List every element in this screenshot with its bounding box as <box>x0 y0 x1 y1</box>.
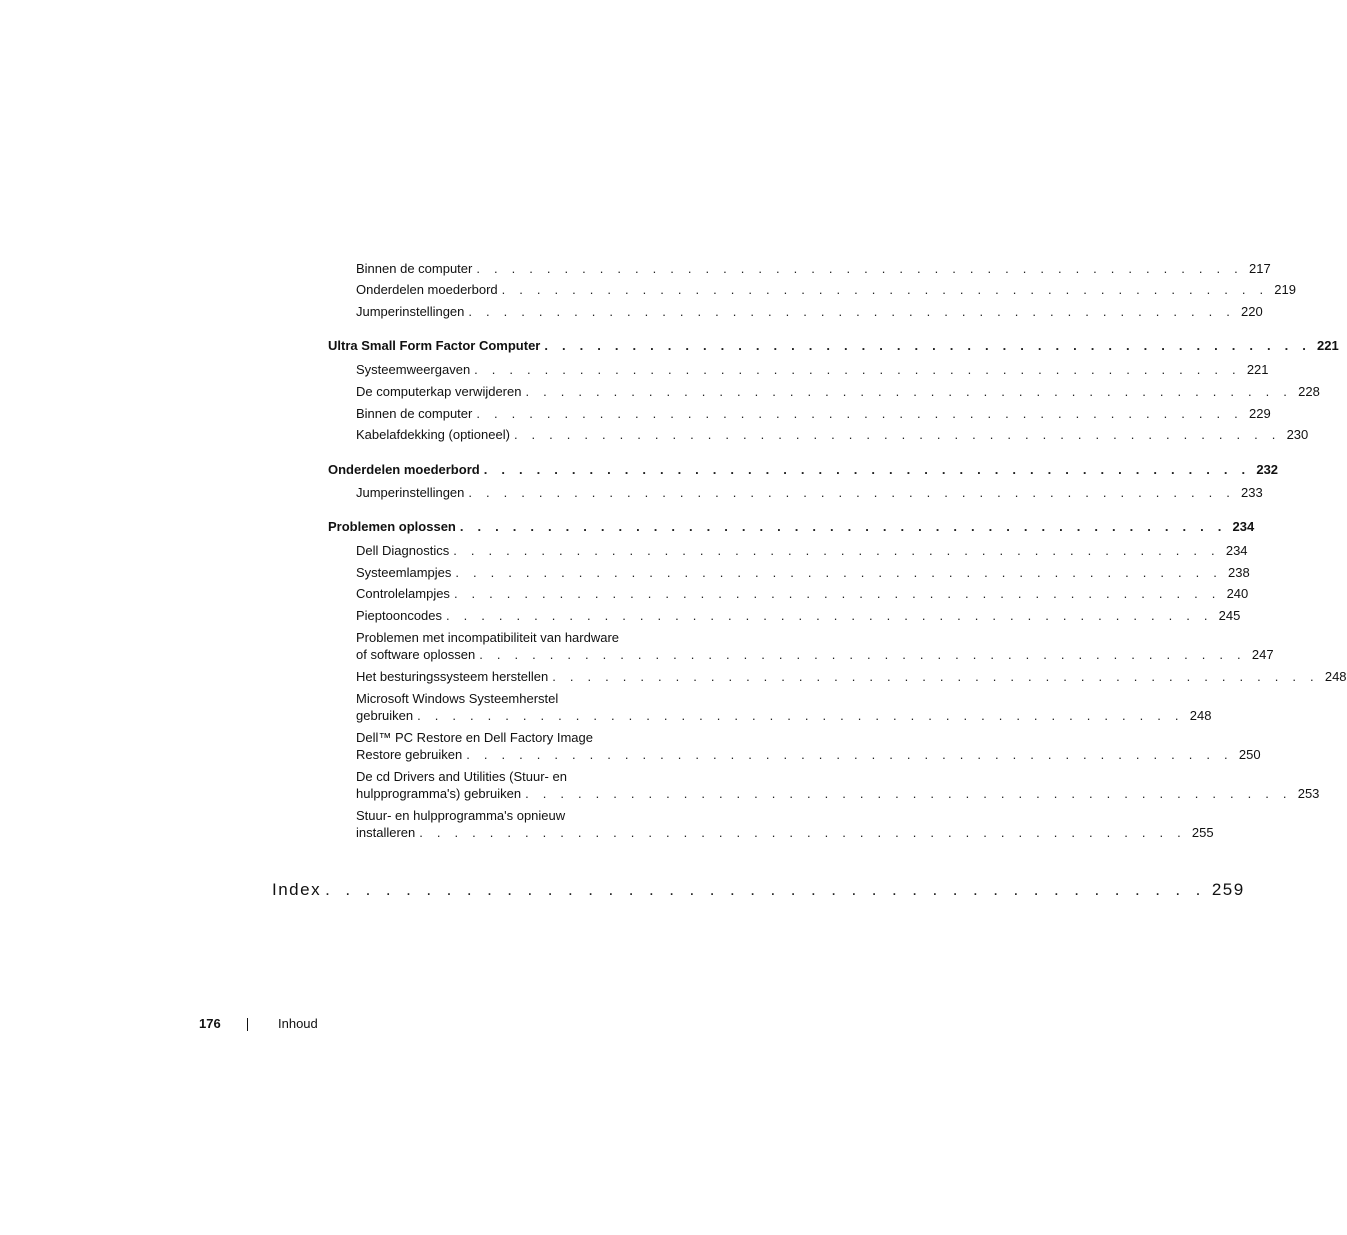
toc-entry <box>356 668 1347 685</box>
toc-entry-title-line1: De cd Drivers and Utilities (Stuur- en <box>356 769 567 784</box>
toc-entry-page: 229 <box>1249 406 1271 421</box>
toc-entry <box>356 807 1214 841</box>
toc-entry-title: De computerkap verwijderen <box>356 384 522 399</box>
toc-leader: . . . . . . . . . . . . . . . . . . . . . . . . . . . . . . . . . . . . . . . . . . . . <box>459 519 1227 534</box>
toc-entry-page: 219 <box>1274 282 1296 297</box>
toc-section-heading <box>328 518 1255 535</box>
toc-entry-title-line2: Restore gebruiken <box>356 747 463 762</box>
toc-entry-page: 220 <box>1241 304 1263 319</box>
toc-entry <box>356 303 1263 320</box>
toc-entry <box>356 405 1271 422</box>
toc-entry-page: 240 <box>1226 586 1249 601</box>
footer-section-name: Inhoud <box>278 1016 318 1031</box>
toc-entry-title-line1: Dell™ PC Restore en Dell Factory Image <box>356 730 593 745</box>
toc-entry <box>356 361 1269 378</box>
toc-entry <box>356 690 1212 724</box>
toc-leader: . . . . . . . . . . . . . . . . . . . . . . . . . . . . . . . . . . . . . . . . . . . . <box>325 880 1206 899</box>
toc-leader: . . . . . . . . . . . . . . . . . . . . . . . . . . . . . . . . . . . . . . . . . . . . <box>552 669 1319 684</box>
toc-entry <box>356 484 1263 501</box>
toc-leader: . . . . . . . . . . . . . . . . . . . . . . . . . . . . . . . . . . . . . . . . . . . . <box>544 338 1312 353</box>
toc-leader: . . . . . . . . . . . . . . . . . . . . . . . . . . . . . . . . . . . . . . . . . . . . <box>525 384 1293 399</box>
toc-leader: . . . . . . . . . . . . . . . . . . . . . . . . . . . . . . . . . . . . . . . . . . . . <box>513 427 1281 442</box>
toc-entry <box>356 607 1241 624</box>
toc-entry-title: Binnen de computer <box>356 261 473 276</box>
toc-entry-title: Pieptooncodes <box>356 608 443 623</box>
toc-entry-title: Systeemlampjes <box>356 565 452 580</box>
toc-leader: . . . . . . . . . . . . . . . . . . . . . . . . . . . . . . . . . . . . . . . . . . . . <box>419 825 1186 840</box>
toc-leader: . . . . . . . . . . . . . . . . . . . . . . . . . . . . . . . . . . . . . . . . . . . . <box>455 565 1223 580</box>
toc-entry-title: Kabelafdekking (optioneel) <box>356 427 510 442</box>
toc-leader: . . . . . . . . . . . . . . . . . . . . . . . . . . . . . . . . . . . . . . . . . . . . <box>476 261 1243 276</box>
toc-leader: . . . . . . . . . . . . . . . . . . . . . . . . . . . . . . . . . . . . . . . . . . . . <box>468 485 1236 500</box>
toc-entry-page: 217 <box>1249 261 1271 276</box>
toc-entry-title: Dell Diagnostics <box>356 543 450 558</box>
toc-leader: . . . . . . . . . . . . . . . . . . . . . . . . . . . . . . . . . . . . . . . . . . . . <box>466 747 1233 762</box>
toc-section-heading <box>328 337 1339 354</box>
toc-entry-page: 248 <box>1189 708 1212 723</box>
toc-entry-page: 238 <box>1228 565 1250 580</box>
toc-entry-title-line1: Stuur- en hulpprogramma's opnieuw <box>356 808 566 823</box>
toc-entry-title: Binnen de computer <box>356 406 473 421</box>
toc-entry-page: 228 <box>1298 384 1320 399</box>
toc-entry-page: 234 <box>1232 519 1255 534</box>
toc-entry-title: Jumperinstellingen <box>356 485 465 500</box>
toc-entry-title-line2: installeren <box>356 825 416 840</box>
toc-entry <box>356 260 1271 277</box>
toc-leader: . . . . . . . . . . . . . . . . . . . . . . . . . . . . . . . . . . . . . . . . . . . . <box>483 462 1251 477</box>
toc-leader: . . . . . . . . . . . . . . . . . . . . . . . . . . . . . . . . . . . . . . . . . . . . <box>501 282 1269 297</box>
toc-entry <box>356 426 1309 443</box>
toc-entry-page: 232 <box>1256 462 1279 477</box>
toc-entry <box>356 383 1320 400</box>
toc-entry <box>356 729 1261 763</box>
toc-entry-page: 255 <box>1191 825 1214 840</box>
toc-entry-page: 245 <box>1218 608 1241 623</box>
toc-entry-page: 221 <box>1317 338 1339 353</box>
toc-leader: . . . . . . . . . . . . . . . . . . . . . . . . . . . . . . . . . . . . . . . . . . . . <box>453 543 1220 558</box>
toc-entry <box>356 542 1248 559</box>
toc-entry-title-line1: Microsoft Windows Systeemherstel <box>356 691 559 706</box>
toc-leader: . . . . . . . . . . . . . . . . . . . . . . . . . . . . . . . . . . . . . . . . . . . . <box>476 406 1243 421</box>
toc-entry-page: 221 <box>1246 362 1269 377</box>
toc-entry-title: Problemen oplossen <box>328 519 456 534</box>
toc-entry <box>356 564 1250 581</box>
toc-entry-title-line2: gebruiken <box>356 708 414 723</box>
toc-entry-title: Onderdelen moederbord <box>328 462 480 477</box>
toc-leader: . . . . . . . . . . . . . . . . . . . . . . . . . . . . . . . . . . . . . . . . . . . . <box>468 304 1236 319</box>
toc-entry <box>356 281 1296 298</box>
toc-entry-title: Onderdelen moederbord <box>356 282 498 297</box>
toc-entry-title: Controlelampjes <box>356 586 450 601</box>
toc-entry-page: 230 <box>1286 427 1309 442</box>
toc-chapter-page: 259 <box>1211 880 1245 899</box>
toc-entry-page: 248 <box>1324 669 1347 684</box>
toc-leader: . . . . . . . . . . . . . . . . . . . . . . . . . . . . . . . . . . . . . . . . . . . . <box>453 586 1221 601</box>
toc-entry-title: Jumperinstellingen <box>356 304 465 319</box>
toc-entry-title-line2: hulpprogramma's) gebruiken <box>356 786 522 801</box>
toc-entry <box>356 585 1249 602</box>
footer-separator <box>247 1018 248 1031</box>
toc-entry-page: 247 <box>1251 647 1274 662</box>
toc-entry <box>356 629 1274 663</box>
toc-leader: . . . . . . . . . . . . . . . . . . . . . . . . . . . . . . . . . . . . . . . . . . . . <box>417 708 1184 723</box>
page-number: 176 <box>199 1016 221 1031</box>
toc-leader: . . . . . . . . . . . . . . . . . . . . . . . . . . . . . . . . . . . . . . . . . . . . <box>479 647 1246 662</box>
toc-chapter-title: Index <box>272 880 322 899</box>
toc-section-heading <box>328 461 1279 478</box>
toc-entry-page: 234 <box>1225 543 1248 558</box>
toc-entry-title: Ultra Small Form Factor Computer <box>328 338 541 353</box>
toc-leader: . . . . . . . . . . . . . . . . . . . . . . . . . . . . . . . . . . . . . . . . . . . . <box>446 608 1213 623</box>
toc-entry-title: Het besturingssysteem herstellen <box>356 669 549 684</box>
toc-entry-page: 250 <box>1238 747 1261 762</box>
toc-entry-page: 233 <box>1241 485 1263 500</box>
toc-entry-title-line2: of software oplossen <box>356 647 476 662</box>
toc-entry-title: Systeemweergaven <box>356 362 471 377</box>
toc-chapter-index <box>272 879 1245 901</box>
toc-leader: . . . . . . . . . . . . . . . . . . . . . . . . . . . . . . . . . . . . . . . . . . . . <box>474 362 1241 377</box>
toc-entry <box>356 768 1320 802</box>
toc-entry-title-line1: Problemen met incompatibiliteit van hardware <box>356 630 620 645</box>
toc-entry-page: 253 <box>1297 786 1320 801</box>
toc-leader: . . . . . . . . . . . . . . . . . . . . . . . . . . . . . . . . . . . . . . . . . . . . <box>525 786 1292 801</box>
